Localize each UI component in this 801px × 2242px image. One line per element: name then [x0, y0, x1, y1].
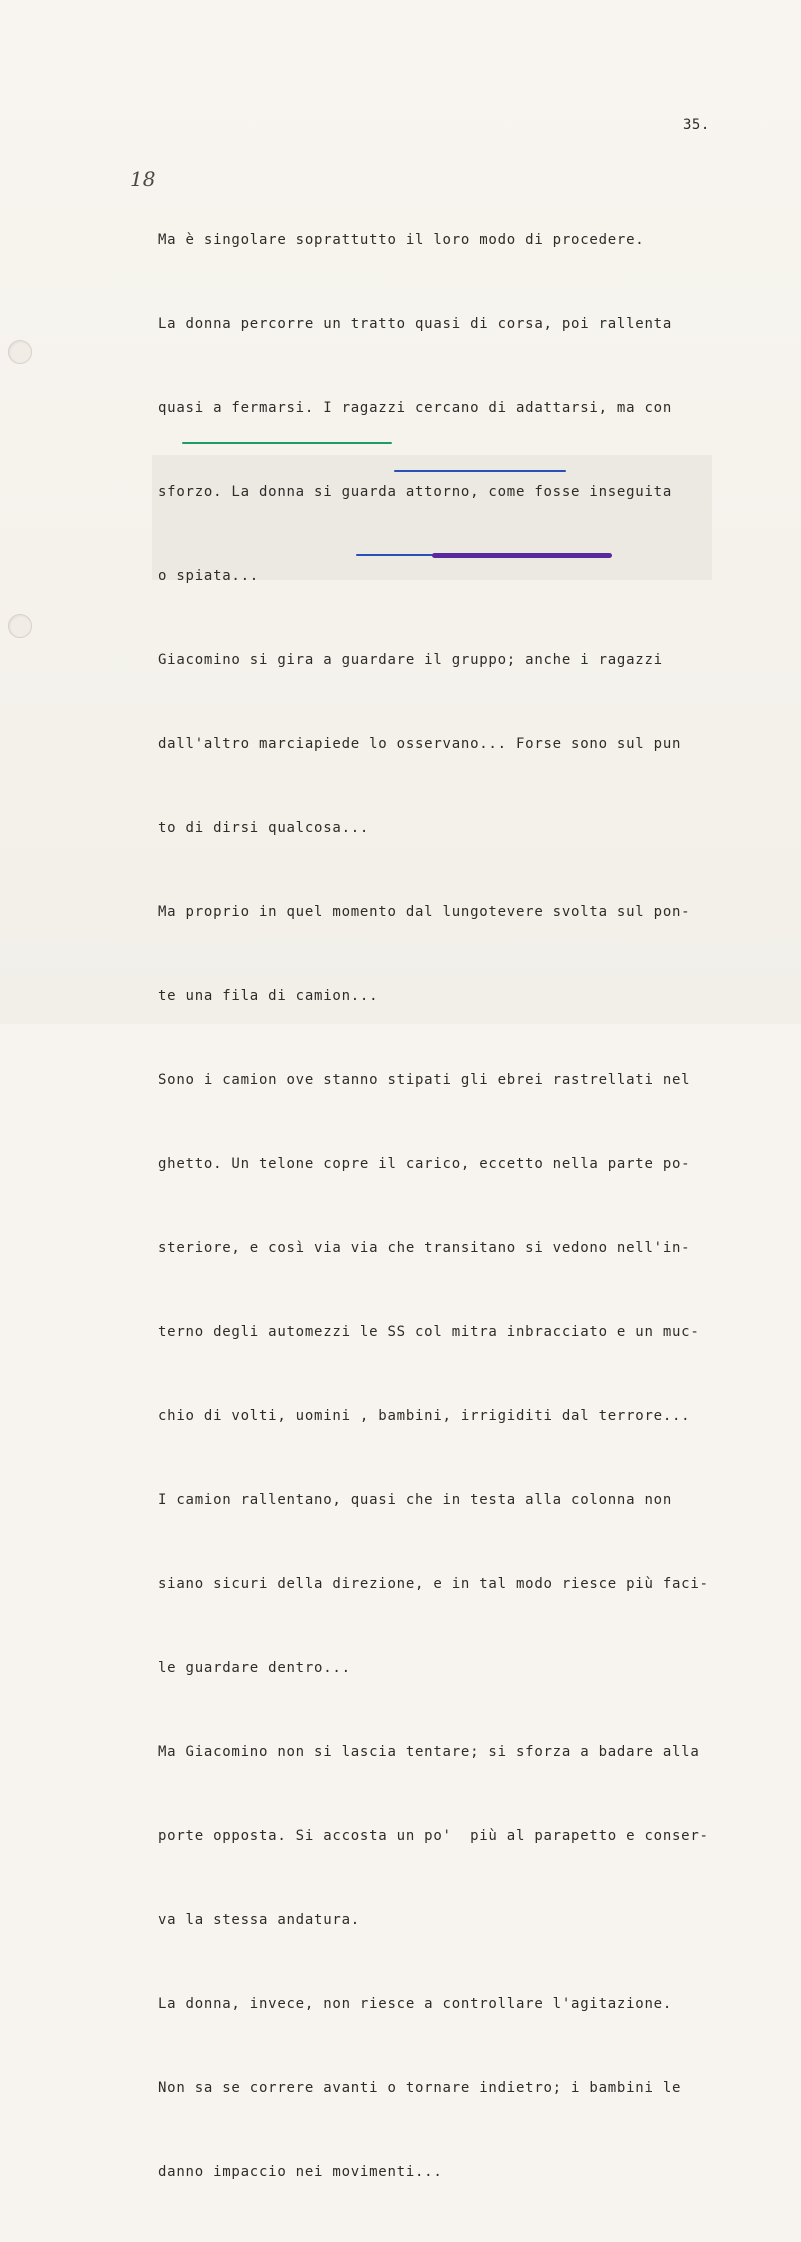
punch-hole-bottom	[8, 614, 32, 638]
margin-annotation: 18	[130, 167, 156, 191]
text-line: Non sa se correre avanti o tornare indietro; i bambini le	[158, 2080, 682, 2096]
green-underline	[182, 442, 392, 444]
text-line: ghetto. Un telone copre il carico, eccetto nella parte po-	[158, 1156, 691, 1172]
typewritten-body	[158, 170, 709, 2242]
page-number: 35.	[683, 117, 710, 133]
blue-underline	[356, 554, 434, 556]
text-line: Ma proprio in quel momento dal lungotevere svolta sul pon-	[158, 904, 691, 920]
text-line: va la stessa andatura.	[158, 1912, 360, 1928]
text-line: Sono i camion ove stanno stipati gli ebrei rastrellati nel	[158, 1072, 691, 1088]
text-line: La donna percorre un tratto quasi di corsa, poi rallenta	[158, 316, 673, 332]
blue-underline	[394, 470, 566, 472]
text-line: chio di volti, uomini , bambini, irrigiditi dal terrore...	[158, 1408, 691, 1424]
text-line: te una fila di camion...	[158, 988, 379, 1004]
text-line: I camion rallentano, quasi che in testa alla colonna non	[158, 1492, 673, 1508]
text-line: o spiata...	[158, 568, 259, 584]
purple-underline	[432, 553, 612, 558]
text-line: danno impaccio nei movimenti...	[158, 2164, 443, 2180]
punch-hole-top	[8, 340, 32, 364]
text-line: Ma è singolare soprattutto il loro modo di procedere.	[158, 232, 645, 248]
text-line: Ma Giacomino non si lascia tentare; si sforza a badare alla	[158, 1744, 700, 1760]
text-line: to di dirsi qualcosa...	[158, 820, 370, 836]
text-line: Giacomino si gira a guardare il gruppo; anche i ragazzi	[158, 652, 663, 668]
text-line: le guardare dentro...	[158, 1660, 351, 1676]
text-line: terno degli automezzi le SS col mitra inbracciato e un muc-	[158, 1324, 700, 1340]
text-line: quasi a fermarsi. I ragazzi cercano di adattarsi, ma con	[158, 400, 673, 416]
text-line: steriore, e così via via che transitano si vedono nell'in-	[158, 1240, 691, 1256]
text-line: porte opposta. Si accosta un po' più al parapetto e conser-	[158, 1828, 709, 1844]
text-line: sforzo. La donna si guarda attorno, come fosse inseguita	[158, 484, 673, 500]
text-line: siano sicuri della direzione, e in tal modo riesce più faci-	[158, 1576, 709, 1592]
text-line: dall'altro marciapiede lo osservano... Forse sono sul pun	[158, 736, 682, 752]
text-line: La donna, invece, non riesce a controllare l'agitazione.	[158, 1996, 673, 2012]
